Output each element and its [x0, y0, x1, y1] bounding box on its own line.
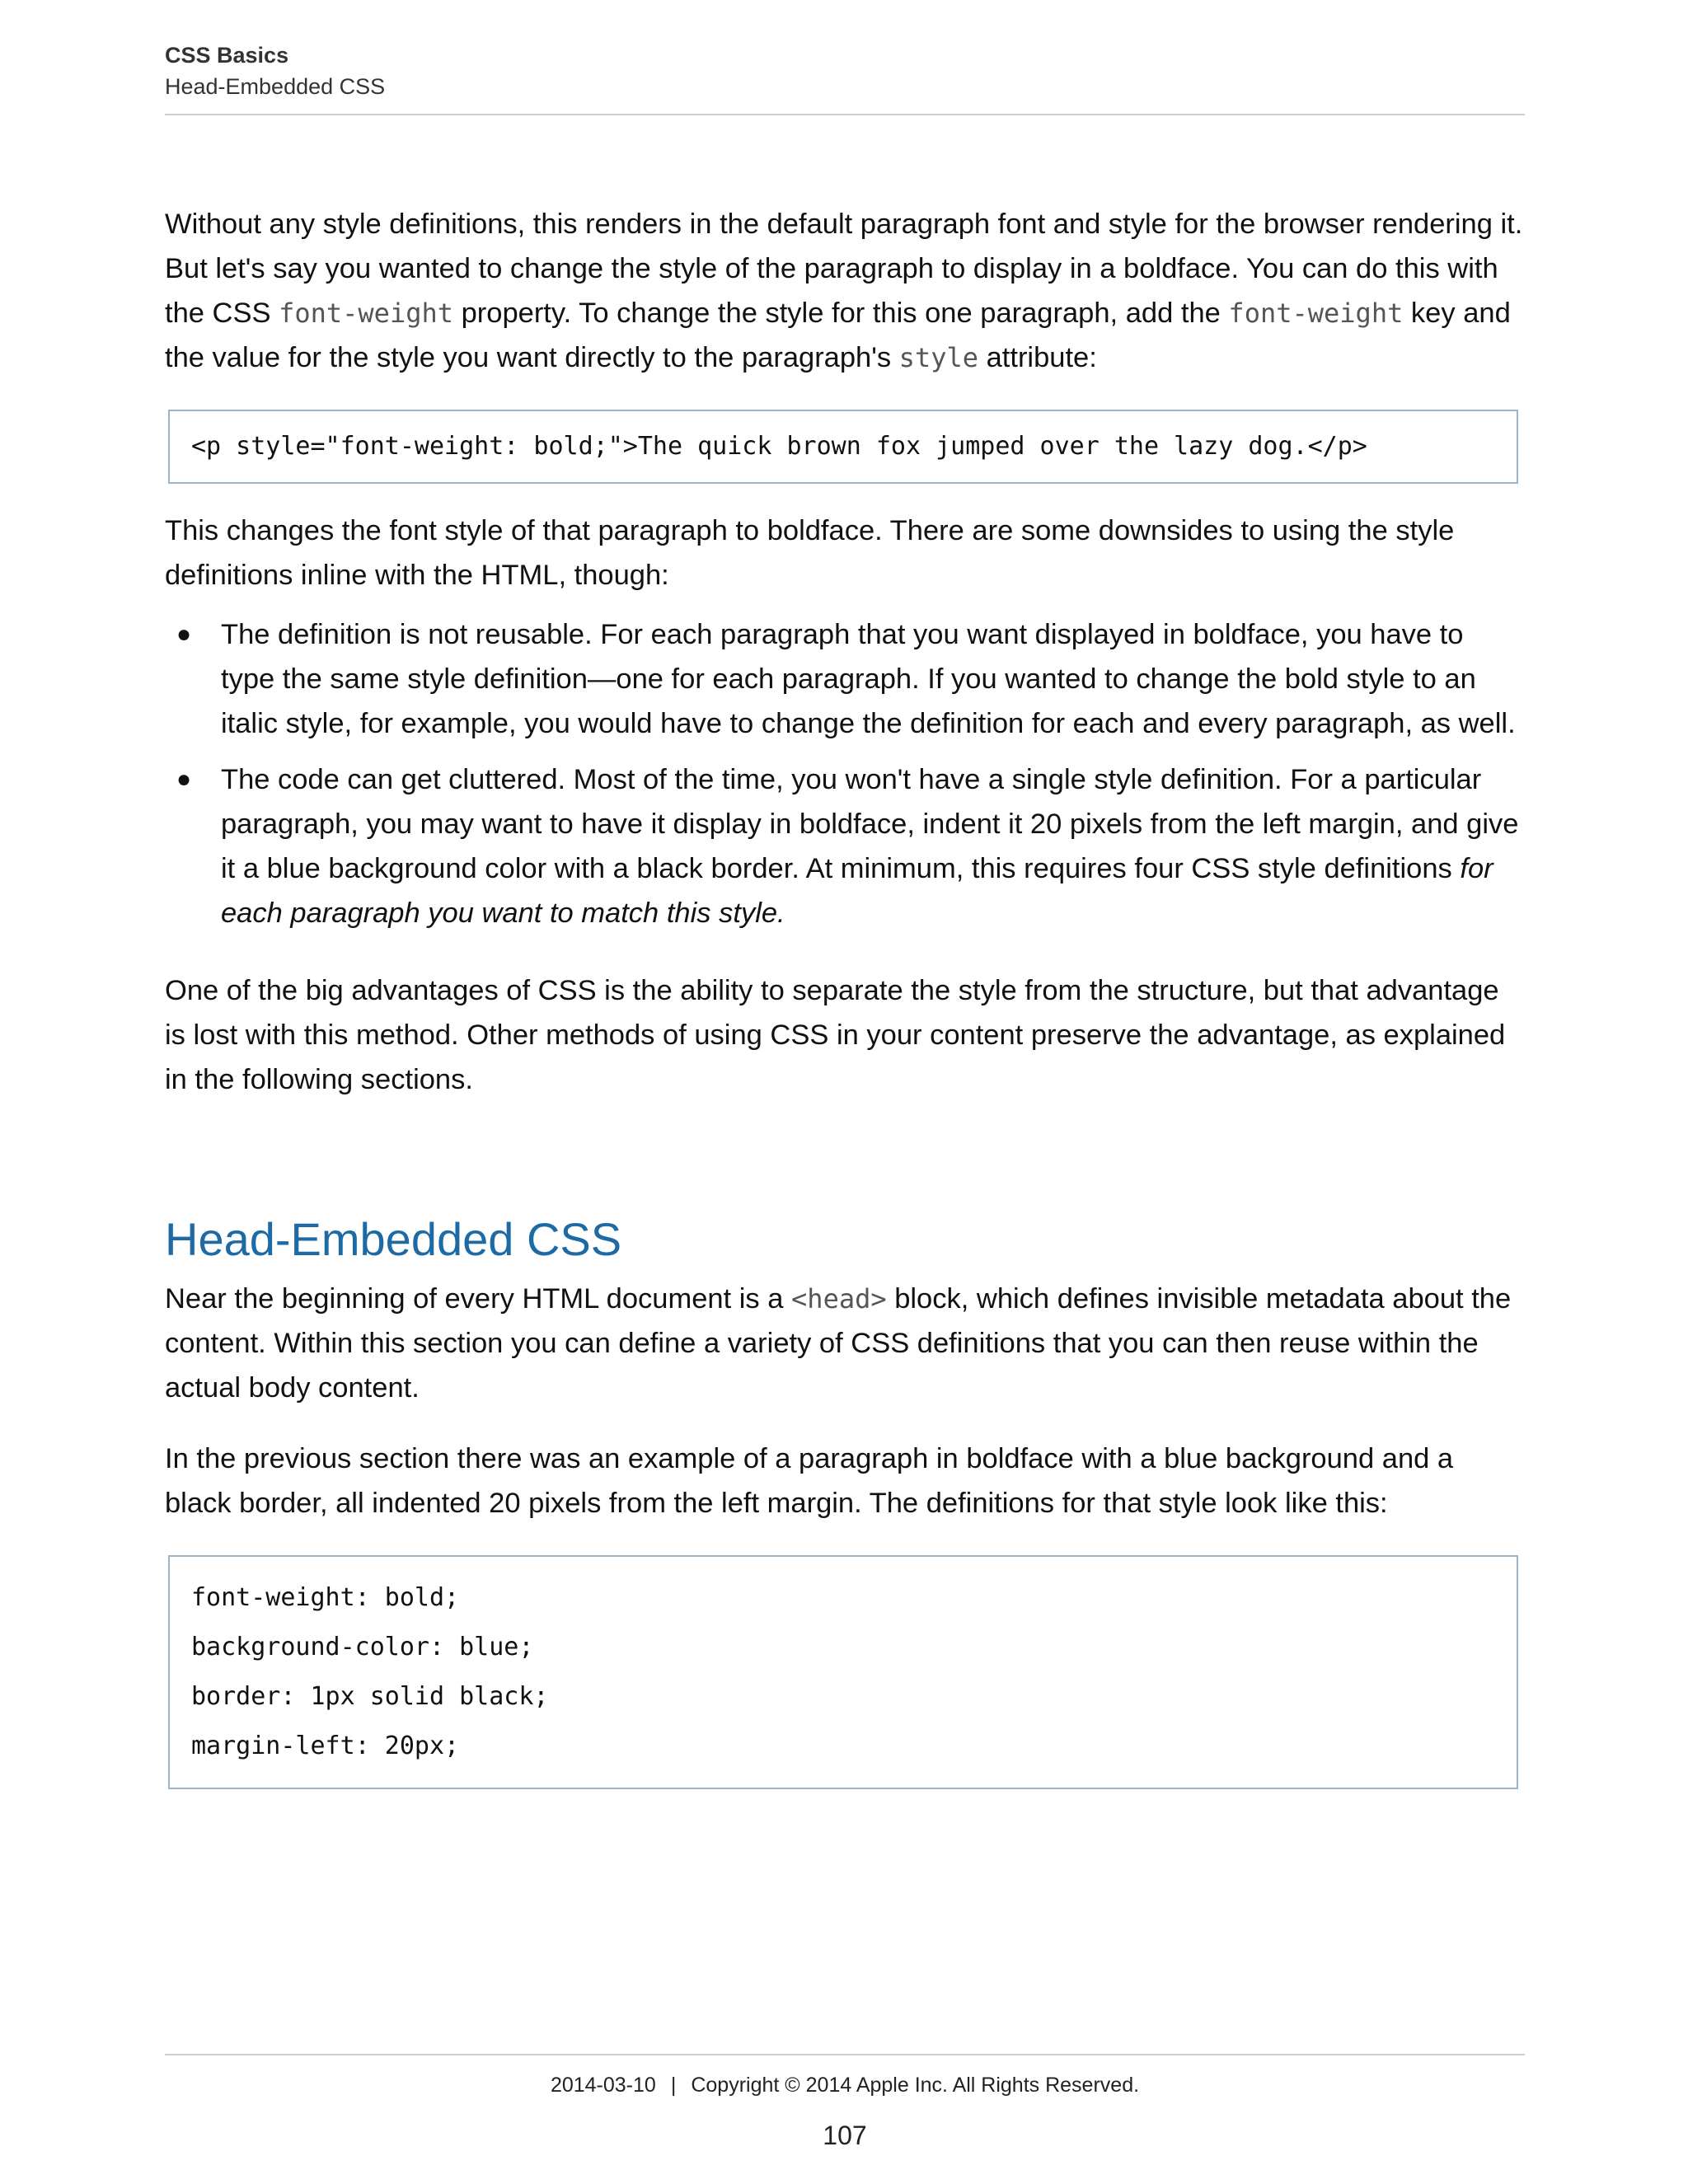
code-line: margin-left: 20px; — [191, 1732, 460, 1760]
footer-separator: | — [670, 2074, 677, 2097]
text-run: block, which defines invisible metadata about the content. Within this section you can define a variety of CSS definitions that you can then reuse within the actual body content. — [165, 1283, 1512, 1404]
code-line: font-weight: bold; — [191, 1583, 460, 1612]
downsides-paragraph: This changes the font style of that paragraph to boldface. There are some downsides to using the style definitions inline with the HTML, though: — [165, 515, 1455, 591]
footer-line — [165, 2070, 1525, 2100]
inline-code-style: style — [898, 342, 978, 373]
footer-copyright: Copyright © 2014 Apple Inc. All Rights Reserved. — [691, 2074, 1140, 2097]
text-run: attribute: — [978, 342, 1097, 373]
intro-paragraph — [165, 202, 1525, 380]
running-header — [165, 40, 1525, 115]
code-line: <p style="font-weight: bold;">The quick brown fox jumped over the lazy dog.</p> — [191, 432, 1367, 461]
list-item-text: The definition is not reusable. For each paragraph that you want displayed in boldface, you have to type the same style definition—one for each paragraph. If you wanted to change the bold style to an italic style, for example, you would have to change the definition for each and every paragraph, as well. — [221, 619, 1516, 739]
main-content — [165, 202, 1525, 1789]
advantages-paragraph: One of the big advantages of CSS is the ability to separate the style from the structure, but that advantage is lost with this method. Other methods of using CSS in your content preserve the advantage, as explained in the following sections. — [165, 975, 1506, 1095]
page-footer — [165, 2054, 1525, 2154]
list-item-emphasis: for each paragraph you want to match this style. — [221, 853, 1493, 929]
list-item — [165, 612, 1525, 746]
text-run: key and the value for the style you want directly to the paragraph's — [165, 298, 1511, 373]
footer-date: 2014-03-10 — [550, 2074, 656, 2097]
bullet-icon: ● — [176, 621, 192, 648]
text-run: property. To change the style for this one paragraph, add the — [453, 298, 1229, 329]
bullet-icon: ● — [176, 766, 192, 793]
document-page — [165, 0, 1525, 2184]
list-item — [165, 757, 1525, 935]
previous-section-paragraph: In the previous section there was an example of a paragraph in boldface with a blue background and a black border, all indented 20 pixels from the left margin. The definitions for that style look like this: — [165, 1443, 1454, 1519]
inline-code-font-weight: font-weight — [1228, 298, 1404, 329]
chapter-title: CSS Basics — [165, 43, 289, 68]
text-run: Without any style definitions, this renders in the default paragraph font and style for the browser rendering it. But let's say you wanted to change the style of the paragraph to display in a boldface. You can do this with the CSS — [165, 209, 1523, 329]
code-line: border: 1px solid black; — [191, 1682, 549, 1711]
page-number: 107 — [823, 2121, 867, 2150]
code-example-definitions — [168, 1555, 1518, 1789]
code-example-inline-style — [168, 410, 1518, 484]
section-title: Head-Embedded CSS — [165, 74, 386, 99]
list-item-text: The code can get cluttered. Most of the time, you won't have a single style definition. For a particular paragraph, you may want to have it display in boldface, indent it 20 pixels from the left margin, and give it a blue background color with a black border. At minimum, this requires four CSS style definitions — [221, 764, 1519, 884]
text-run: Near the beginning of every HTML document is a — [165, 1283, 792, 1315]
section-heading: Head-Embedded CSS — [165, 1213, 622, 1265]
inline-code-head: <head> — [791, 1283, 887, 1315]
inline-code-font-weight: font-weight — [279, 298, 453, 329]
code-line: background-color: blue; — [191, 1633, 534, 1661]
head-block-paragraph — [165, 1277, 1525, 1410]
downsides-list — [165, 612, 1525, 935]
